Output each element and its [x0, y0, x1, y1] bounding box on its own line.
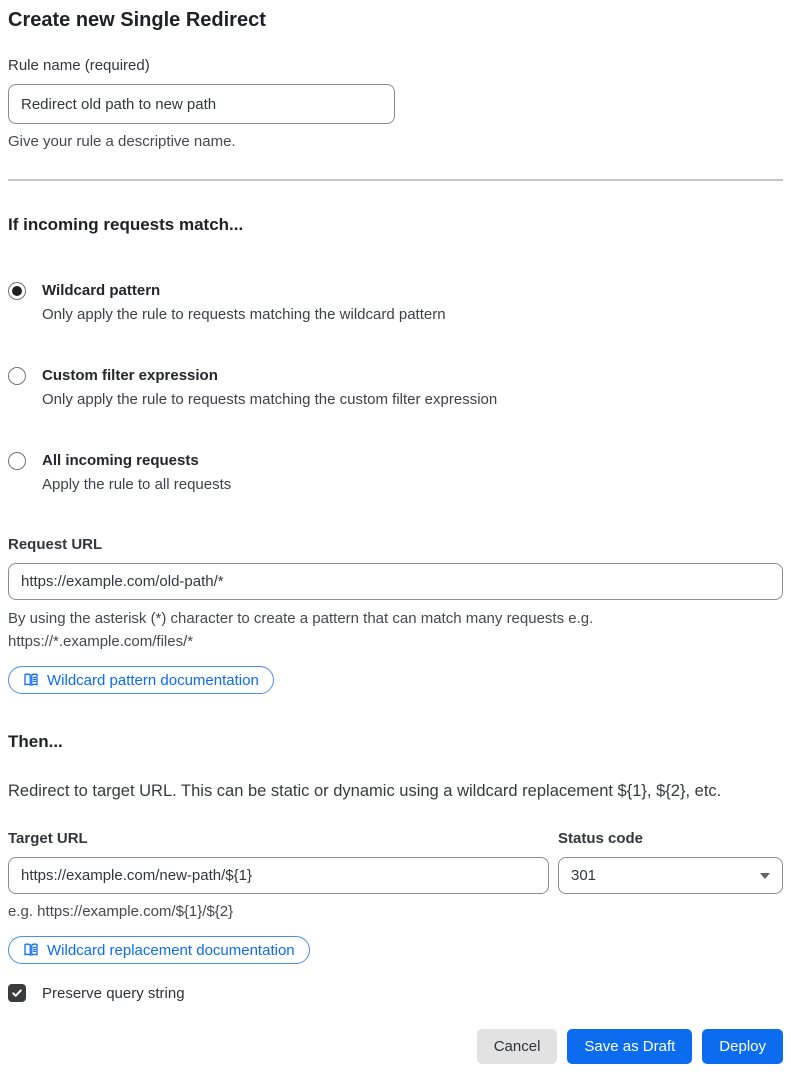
- request-url-help-line1: By using the asterisk (*) character to create a pattern that can match many requests e.g.: [8, 610, 594, 627]
- book-icon: [23, 672, 39, 688]
- preserve-query-label: Preserve query string: [42, 984, 185, 1002]
- status-code-value: 301: [571, 867, 597, 884]
- radio-option-custom-filter[interactable]: [8, 365, 783, 411]
- radio-option-all-requests[interactable]: [8, 450, 783, 496]
- radio-button-wildcard-pattern[interactable]: [8, 282, 26, 300]
- rule-name-help: Give your rule a descriptive name.: [8, 133, 236, 150]
- cancel-button[interactable]: Cancel: [477, 1029, 558, 1064]
- match-type-radio-group: [8, 280, 783, 496]
- then-section-heading: Then...: [8, 732, 63, 751]
- rule-name-label: Rule name (required): [8, 57, 150, 74]
- radio-label-custom-filter: Custom filter expression: [42, 367, 218, 384]
- rule-name-input[interactable]: [8, 84, 395, 124]
- section-divider: [8, 179, 783, 181]
- wildcard-pattern-docs-button[interactable]: [8, 666, 274, 694]
- status-code-label: Status code: [558, 830, 644, 847]
- request-url-help-line2: https://*.example.com/files/*: [8, 633, 194, 650]
- preserve-query-checkbox[interactable]: [8, 984, 26, 1002]
- radio-label-wildcard-pattern: Wildcard pattern: [42, 282, 161, 299]
- radio-label-all-requests: All incoming requests: [42, 452, 199, 469]
- target-status-row: [8, 803, 783, 923]
- radio-desc-all-requests: Apply the rule to all requests: [42, 476, 232, 493]
- preserve-query-row[interactable]: [8, 984, 783, 1002]
- chevron-down-icon: [760, 873, 770, 879]
- status-code-select[interactable]: [558, 857, 783, 894]
- wildcard-replacement-docs-button[interactable]: [8, 936, 310, 964]
- radio-button-all-requests[interactable]: [8, 452, 26, 470]
- deploy-button[interactable]: Deploy: [702, 1029, 783, 1064]
- wildcard-pattern-docs-label: Wildcard pattern documentation: [47, 671, 259, 689]
- target-url-input[interactable]: [8, 857, 549, 894]
- target-url-help: e.g. https://example.com/${1}/${2}: [8, 903, 234, 920]
- radio-desc-custom-filter: Only apply the rule to requests matching the custom filter expression: [42, 391, 498, 408]
- radio-desc-wildcard-pattern: Only apply the rule to requests matching the wildcard pattern: [42, 306, 446, 323]
- radio-option-wildcard-pattern[interactable]: [8, 280, 783, 326]
- save-as-draft-button[interactable]: Save as Draft: [567, 1029, 692, 1064]
- radio-button-custom-filter[interactable]: [8, 367, 26, 385]
- target-url-label: Target URL: [8, 830, 88, 847]
- wildcard-replacement-docs-label: Wildcard replacement documentation: [47, 941, 295, 959]
- request-url-input[interactable]: [8, 563, 783, 600]
- then-section-description: Redirect to target URL. This can be static or dynamic using a wildcard replacement ${1}, ${2}, etc.: [8, 782, 722, 800]
- footer-actions: [8, 1029, 783, 1064]
- request-url-help: [8, 607, 783, 653]
- match-section-heading: If incoming requests match...: [8, 215, 244, 234]
- request-url-label: Request URL: [8, 536, 103, 553]
- book-icon: [23, 942, 39, 958]
- page-title: Create new Single Redirect: [8, 9, 266, 31]
